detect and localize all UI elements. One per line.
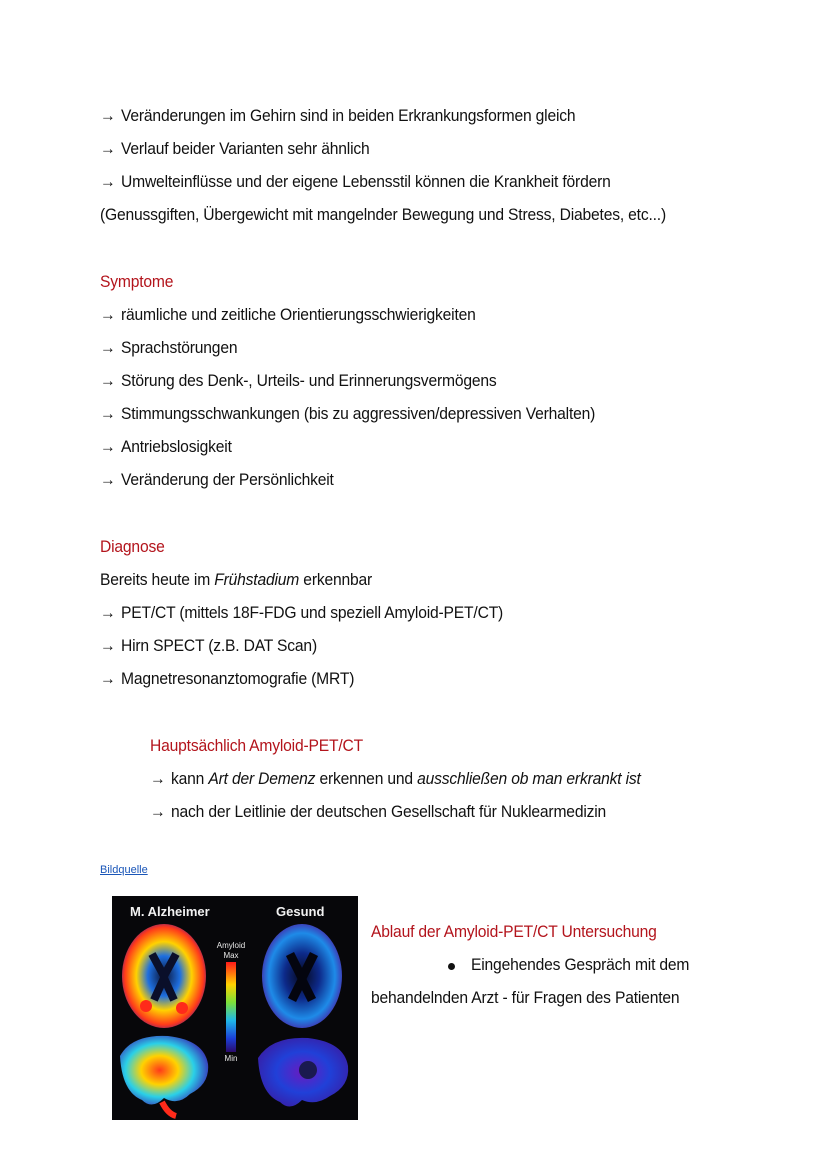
intro-note: (Genussgiften, Übergewicht mit mangelnder Bewegung und Stress, Diabetes, etc...)	[100, 205, 667, 224]
ablauf-bullet: Eingehendes Gespräch mit dem	[471, 955, 690, 974]
scan-label-alzheimer: M. Alzheimer	[130, 904, 210, 919]
amyloid-color-scale	[226, 962, 236, 1052]
diagnose-item: → PET/CT (mittels 18F-FDG und speziell Amyloid-PET/CT)	[100, 603, 504, 622]
diagnose-item: → Magnetresonanztomografie (MRT)	[100, 669, 355, 688]
diagnose-item: → Hirn SPECT (z.B. DAT Scan)	[100, 636, 317, 655]
alzheimer-sagittal-slice	[120, 1036, 208, 1105]
amyloid-heading: Hauptsächlich Amyloid-PET/CT	[150, 736, 364, 755]
symptom-item: → räumliche und zeitliche Orientierungsschwierigkeiten	[100, 305, 476, 324]
scale-max: Max	[223, 951, 239, 960]
intro-line: → Verlauf beider Varianten sehr ähnlich	[100, 139, 370, 158]
scale-title: Amyloid	[216, 941, 246, 950]
symptom-item: → Stimmungsschwankungen (bis zu aggressiven/depressiven Verhalten)	[100, 404, 596, 423]
bullet-icon	[448, 963, 455, 970]
ablauf-heading: Ablauf der Amyloid-PET/CT Untersuchung	[371, 922, 657, 941]
symptom-item: → Störung des Denk-, Urteils- und Erinnerungsvermögens	[100, 371, 497, 390]
amyloid-pet-scan-image	[112, 896, 358, 1120]
symptom-item: → Veränderung der Persönlichkeit	[100, 470, 334, 489]
scan-label-healthy: Gesund	[276, 904, 325, 919]
brain-scan-illustration	[112, 896, 358, 1120]
symptom-item: → Antriebslosigkeit	[100, 437, 232, 456]
scale-min: Min	[224, 1054, 238, 1063]
diagnose-lead: Bereits heute im Frühstadium erkennbar	[100, 570, 373, 589]
symptom-item: → Sprachstörungen	[100, 338, 238, 357]
image-source-link[interactable]: Bildquelle	[100, 864, 148, 876]
intro-line: → Umwelteinflüsse und der eigene Lebensstil können die Krankheit fördern	[100, 172, 611, 191]
amyloid-line: → nach der Leitlinie der deutschen Gesellschaft für Nuklearmedizin	[150, 802, 607, 821]
amyloid-line: → kann Art der Demenz erkennen und ausschließen ob man erkrankt ist	[150, 769, 641, 788]
ablauf-continuation: behandelnden Arzt - für Fragen des Patienten	[371, 988, 680, 1007]
intro-line: → Veränderungen im Gehirn sind in beiden Erkrankungsformen gleich	[100, 106, 576, 125]
diagnose-heading: Diagnose	[100, 537, 165, 556]
symptome-heading: Symptome	[100, 272, 174, 291]
